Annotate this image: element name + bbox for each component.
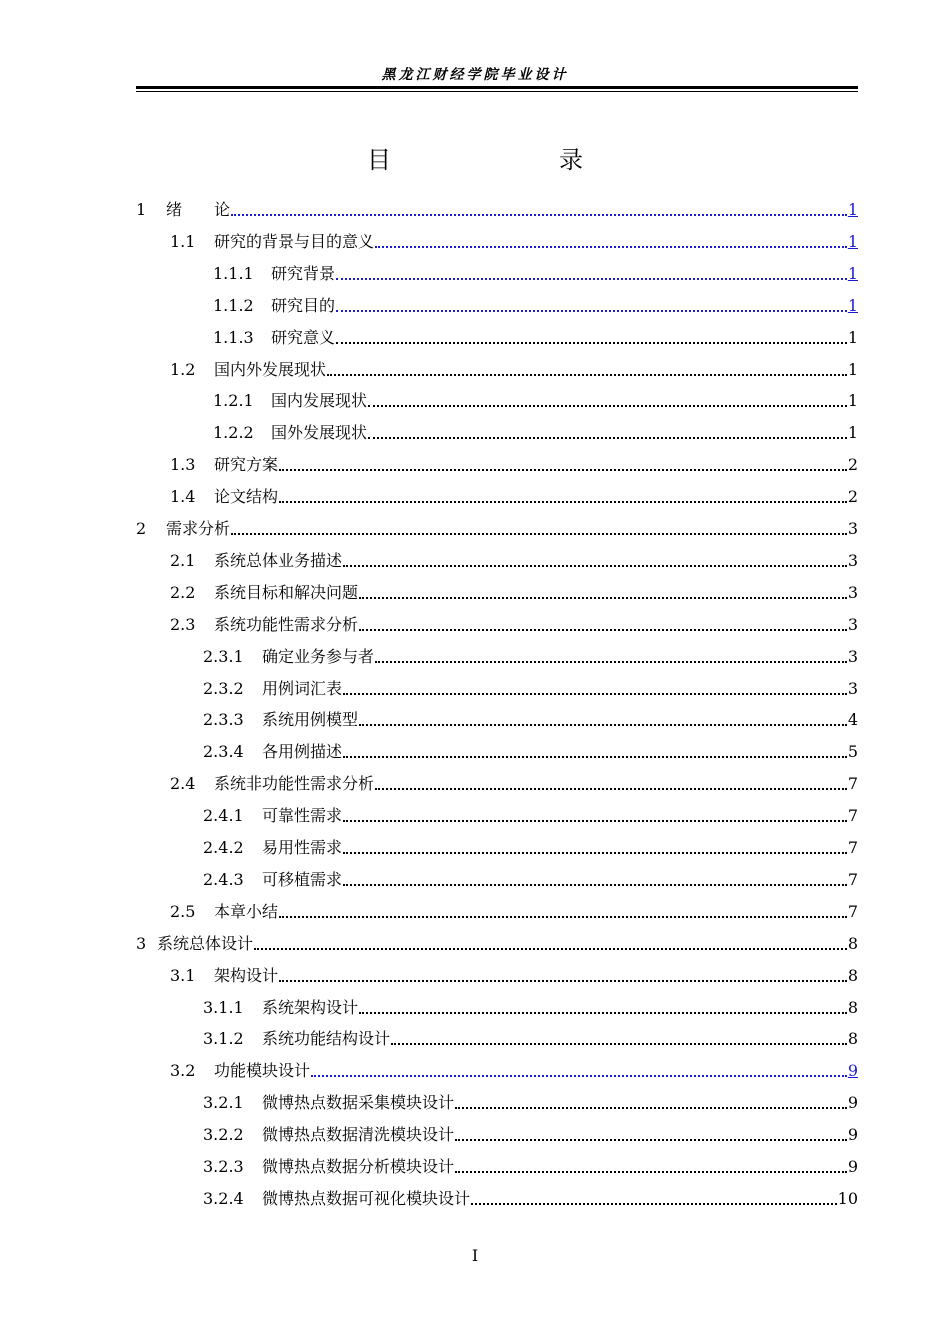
toc-entry-number: 3.2.4 (203, 1188, 244, 1208)
toc-leader-dots (455, 1171, 847, 1173)
toc-entry-page: 7 (847, 869, 858, 889)
toc-entry-page: 3 (847, 646, 858, 666)
toc-entry-number: 2.1 (170, 550, 196, 570)
toc-entry[interactable] (203, 1155, 858, 1177)
toc-entry-number: 2.3.2 (203, 678, 244, 698)
toc-entry-number: 2.5 (170, 901, 196, 921)
toc-leader-dots (336, 278, 847, 280)
toc-entry-page: 5 (847, 742, 858, 762)
toc-entry-title: 研究的背景与目的意义 (214, 231, 375, 251)
toc-entry[interactable] (213, 262, 858, 284)
toc-leader-dots (343, 820, 847, 822)
toc-leader-dots (343, 565, 847, 567)
toc-entry[interactable] (203, 996, 858, 1018)
toc-entry[interactable] (203, 836, 858, 858)
toc-entry-title: 本章小结 (214, 901, 279, 921)
toc-leader-dots (359, 629, 847, 631)
toc-entry-number: 3.2.1 (203, 1093, 244, 1113)
toc-entry[interactable] (203, 1027, 858, 1049)
toc-leader-dots (375, 246, 847, 248)
toc-entry[interactable] (170, 549, 858, 571)
toc-entry-page: 3 (847, 519, 858, 538)
toc-entry-page: 9 (847, 1125, 858, 1145)
toc-entry-number: 2.4.3 (203, 869, 244, 889)
toc-leader-dots (375, 661, 847, 663)
toc-entry[interactable] (170, 1059, 858, 1081)
toc-leader-dots (336, 342, 847, 344)
header-rule-thin (136, 91, 858, 92)
toc-entry-page: 4 (847, 710, 858, 730)
toc-entry-page: 3 (847, 614, 858, 634)
toc-entry[interactable] (203, 708, 858, 730)
toc-entry-page: 3 (847, 678, 858, 698)
toc-entry-title: 研究方案 (214, 455, 279, 475)
toc-entry-number: 3.2 (170, 1061, 196, 1081)
toc-entry-title: 系统总体业务描述 (214, 550, 343, 570)
toc-entry[interactable] (213, 389, 858, 411)
toc-entry-page: 1 (847, 391, 858, 411)
toc-entry-title: 用例词汇表 (262, 678, 343, 698)
toc-entry-number: 1.4 (170, 487, 196, 507)
toc-leader-dots (455, 1139, 847, 1141)
toc-leader-dots (343, 852, 847, 854)
toc-entry[interactable] (213, 294, 858, 316)
toc-entry-number: 2 (136, 519, 147, 538)
toc-entry-page: 9 (847, 1061, 858, 1081)
toc-entry-title: 论文结构 (214, 487, 279, 507)
toc-entry-page: 7 (847, 774, 858, 794)
toc-entry[interactable] (170, 485, 858, 507)
toc-entry[interactable] (203, 868, 858, 890)
toc-entry[interactable] (170, 613, 858, 635)
toc-entry[interactable] (203, 1123, 858, 1145)
toc-entry-title: 易用性需求 (262, 838, 343, 857)
toc-entry-number: 3.1.1 (203, 997, 244, 1017)
toc-leader-dots (231, 533, 847, 535)
toc-entry-title: 系统架构设计 (262, 997, 359, 1017)
toc-entry-number: 2.3 (170, 614, 196, 634)
toc-entry-number: 3.1.2 (203, 1029, 244, 1049)
toc-entry-number: 3.2.3 (203, 1157, 244, 1176)
toc-leader-dots (455, 1107, 847, 1109)
toc-entry-title: 各用例描述 (262, 742, 343, 762)
toc-entry[interactable] (136, 517, 858, 539)
toc-entry-number: 1 (136, 200, 147, 219)
toc-entry-page: 8 (847, 965, 858, 985)
toc-entry-number: 1.2.1 (213, 391, 254, 411)
toc-leader-dots (311, 1075, 847, 1077)
toc-entry[interactable] (213, 326, 858, 348)
toc-entry-page: 8 (847, 997, 858, 1017)
page-number: I (471, 1246, 479, 1265)
toc-entry-title: 系统功能性需求分析 (214, 614, 359, 634)
toc-entry-page: 1 (847, 423, 858, 443)
toc-leader-dots (391, 1043, 847, 1045)
toc-entry-title: 微博热点数据清洗模块设计 (262, 1125, 455, 1145)
toc-entry-title: 架构设计 (214, 965, 279, 985)
toc-entry[interactable] (136, 198, 858, 220)
toc-entry-page: 9 (847, 1093, 858, 1113)
toc-entry-title: 微博热点数据分析模块设计 (262, 1157, 455, 1176)
toc-entry-page: 1 (847, 295, 858, 315)
toc-entry-number: 2.4 (170, 774, 196, 794)
toc-entry[interactable] (170, 453, 858, 475)
toc-entry-page: 8 (847, 933, 858, 953)
toc-leader-dots (279, 469, 847, 471)
toc-entry-page: 7 (847, 901, 858, 921)
toc-entry-page: 9 (847, 1157, 858, 1176)
toc-leader-dots (359, 1012, 847, 1014)
toc-leader-dots (327, 374, 847, 376)
toc-entry-page: 10 (837, 1188, 858, 1208)
toc-title: 目 录 (367, 146, 623, 174)
toc-entry[interactable] (203, 1187, 858, 1209)
toc-entry-number: 2.4.1 (203, 806, 244, 826)
toc-entry-number: 1.2 (170, 359, 196, 379)
toc-leader-dots (359, 724, 847, 726)
toc-entry-title: 确定业务参与者 (262, 646, 375, 666)
toc-entry[interactable] (213, 421, 858, 443)
toc-entry-title: 系统总体设计 (157, 933, 254, 953)
toc-entry-title: 可移植需求 (262, 869, 343, 889)
toc-entry[interactable] (170, 230, 858, 252)
toc-leader-dots (343, 693, 847, 695)
toc-entry-title: 研究背景 (271, 263, 336, 283)
toc-leader-dots (343, 756, 847, 758)
toc-entry-number: 1.1.3 (213, 327, 254, 347)
toc-entry-title: 系统目标和解决问题 (214, 582, 359, 602)
toc-leader-dots (343, 884, 847, 886)
toc-entry-title: 微博热点数据可视化模块设计 (262, 1188, 471, 1208)
running-header: 黑龙江财经学院毕业设计 (381, 67, 569, 83)
toc-entry-number: 2.3.3 (203, 710, 244, 730)
toc-entry[interactable] (203, 804, 858, 826)
toc-entry[interactable] (170, 900, 858, 922)
toc-entry-page: 7 (847, 838, 858, 857)
toc-leader-dots (279, 916, 847, 918)
toc-entry[interactable] (203, 645, 858, 667)
toc-entry-title: 系统用例模型 (262, 710, 359, 730)
toc-entry-page: 3 (847, 582, 858, 602)
toc-leader-dots (368, 437, 847, 439)
toc-entry-number: 1.1 (170, 231, 196, 251)
toc-leader-dots (279, 501, 847, 503)
toc-entry[interactable] (203, 677, 858, 699)
toc-entry-title: 可靠性需求 (262, 806, 343, 826)
toc-entry-page: 2 (847, 487, 858, 507)
toc-entry[interactable] (170, 772, 858, 794)
toc-entry[interactable] (170, 964, 858, 986)
toc-entry-page: 1 (847, 231, 858, 251)
toc-entry-title: 国外发展现状 (271, 423, 368, 443)
toc-entry-page: 1 (847, 327, 858, 347)
toc-entry[interactable] (203, 1091, 858, 1113)
toc-leader-dots (359, 597, 847, 599)
toc-leader-dots (231, 214, 847, 216)
toc-entry-title: 绪 论 (166, 200, 231, 219)
toc-entry-title: 研究目的 (271, 295, 336, 315)
toc-entry-number: 1.1.1 (213, 263, 254, 283)
toc-entry-title: 国内外发展现状 (214, 359, 327, 379)
toc-entry-number: 1.3 (170, 455, 196, 475)
toc-entry-page: 8 (847, 1029, 858, 1049)
toc-entry-number: 1.1.2 (213, 295, 254, 315)
toc-entry-title: 研究意义 (271, 327, 336, 347)
toc-entry-page: 7 (847, 806, 858, 826)
toc-entry-title: 需求分析 (166, 519, 231, 538)
toc-entry[interactable] (170, 358, 858, 380)
toc-entry-page: 1 (847, 359, 858, 379)
toc-entry-number: 2.3.4 (203, 742, 244, 762)
toc-entry-title: 微博热点数据采集模块设计 (262, 1093, 455, 1113)
toc-entry-page: 3 (847, 550, 858, 570)
toc-entry-title: 系统功能结构设计 (262, 1029, 391, 1049)
toc-entry-title: 国内发展现状 (271, 391, 368, 411)
toc-entry-number: 3.2.2 (203, 1125, 244, 1145)
toc-entry-title: 功能模块设计 (214, 1061, 311, 1081)
toc-entry-page: 1 (847, 200, 858, 219)
toc-leader-dots (254, 948, 847, 950)
toc-entry-number: 3.1 (170, 965, 196, 985)
toc-entry-number: 1.2.2 (213, 423, 254, 443)
toc-entry[interactable] (203, 740, 858, 762)
toc-entry-page: 1 (847, 263, 858, 283)
toc-leader-dots (375, 788, 847, 790)
toc-entry-number: 3 (136, 933, 147, 953)
toc-entry-number: 2.2 (170, 582, 196, 602)
toc-leader-dots (368, 405, 847, 407)
toc-entry-title: 系统非功能性需求分析 (214, 774, 375, 794)
toc-entry[interactable] (170, 581, 858, 603)
toc-leader-dots (336, 310, 847, 312)
toc-entry-number: 2.4.2 (203, 838, 244, 857)
toc-leader-dots (279, 980, 847, 982)
header-rule-thick (136, 86, 858, 89)
toc-entry[interactable] (136, 932, 858, 954)
toc-entry-page: 2 (847, 455, 858, 475)
toc-entry-number: 2.3.1 (203, 646, 244, 666)
toc-leader-dots (471, 1203, 837, 1205)
